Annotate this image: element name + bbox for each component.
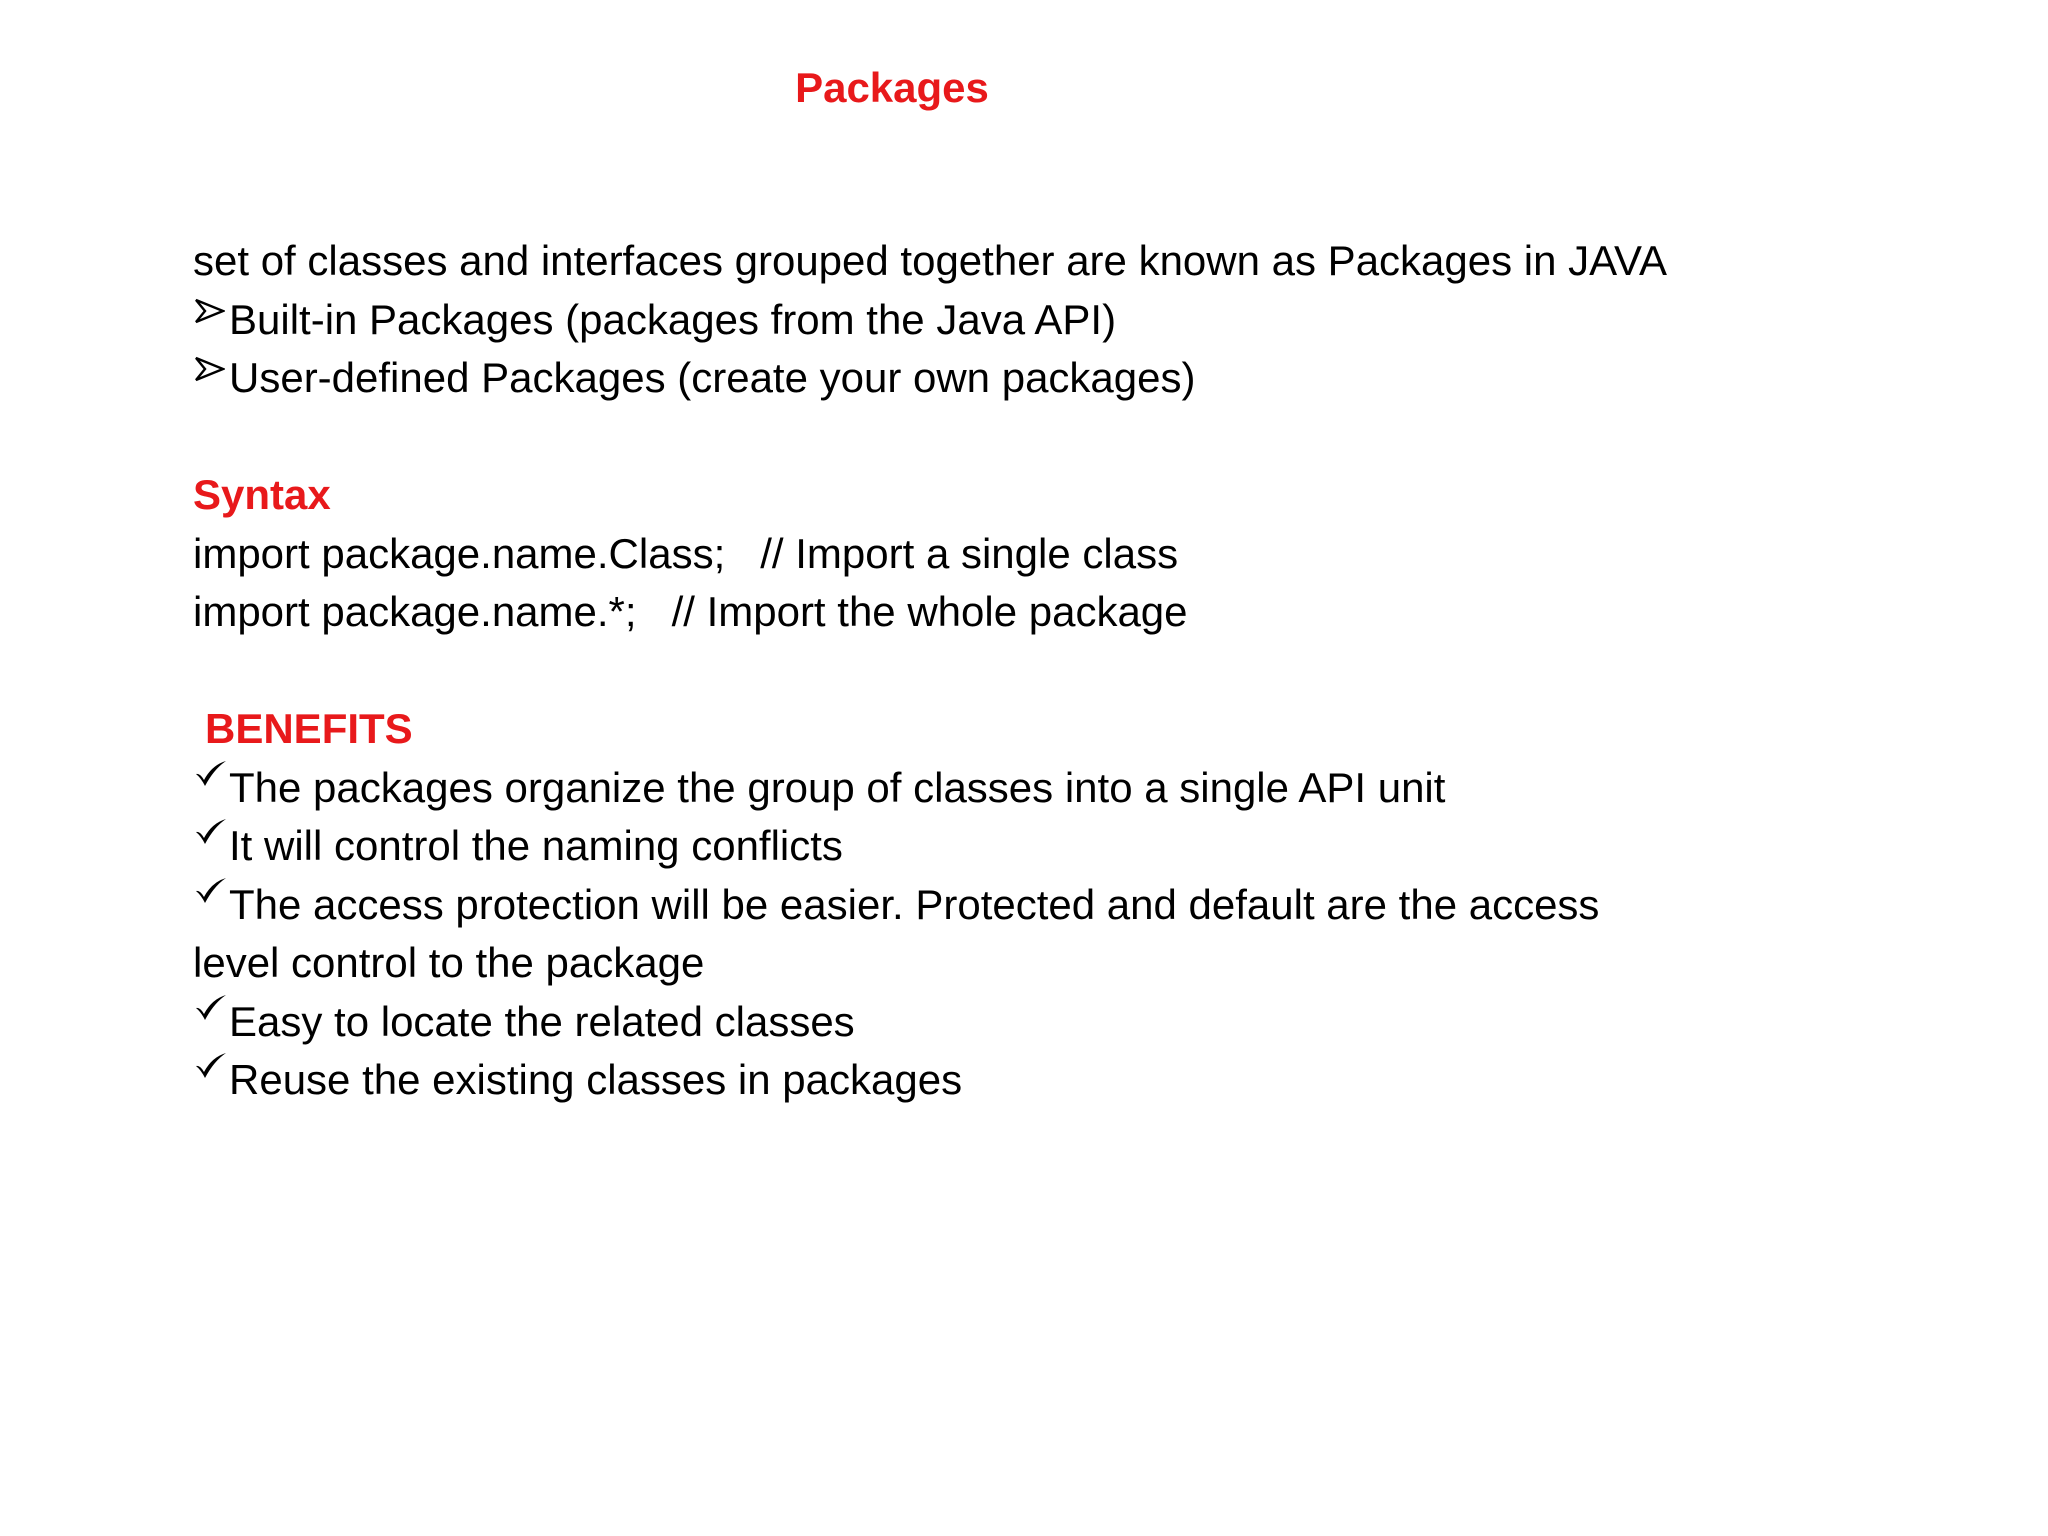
benefit-label: It will control the naming conflicts — [229, 822, 843, 869]
checkmark-icon — [193, 876, 229, 935]
arrow-bullet-icon — [193, 349, 229, 408]
spacer — [193, 408, 1688, 467]
benefit-label: The packages organize the group of classes into a single API unit — [229, 763, 1446, 811]
slide-content — [193, 232, 1688, 1110]
checkmark-icon — [193, 1051, 229, 1110]
checkmark-icon — [193, 759, 229, 818]
intro-paragraph: set of classes and interfaces grouped together are known as Packages in JAVA — [193, 237, 1667, 284]
checkmark-icon — [193, 993, 229, 1052]
arrow-bullet-icon — [193, 291, 229, 350]
list-item-user-defined-packages — [193, 349, 1688, 408]
checkmark-icon — [193, 817, 229, 876]
benefit-label: Easy to locate the related classes — [229, 997, 855, 1045]
syntax-heading: Syntax — [193, 471, 331, 518]
benefits-heading: BENEFITS — [205, 705, 413, 752]
benefit-label: Reuse the existing classes in packages — [229, 1056, 963, 1103]
spacer — [193, 642, 1688, 701]
syntax-line-single-class: import package.name.Class; // Import a single class — [193, 529, 1179, 577]
benefit-label-continuation: level control to the package — [193, 939, 705, 986]
benefit-item — [193, 993, 1688, 1052]
syntax-line-whole-package: import package.name.*; // Import the whole package — [193, 588, 1188, 635]
list-item-builtin-packages — [193, 291, 1688, 350]
benefit-item — [193, 759, 1688, 818]
slide-title: Packages — [795, 64, 989, 111]
list-item-label: Built-in Packages (packages from the Java API) — [229, 295, 1117, 343]
benefit-item — [193, 1051, 1688, 1110]
benefit-item — [193, 876, 1688, 935]
benefit-label: The access protection will be easier. Protected and default are the access — [229, 880, 1600, 928]
benefit-item — [193, 817, 1688, 876]
list-item-label: User-defined Packages (create your own packages) — [229, 354, 1196, 401]
